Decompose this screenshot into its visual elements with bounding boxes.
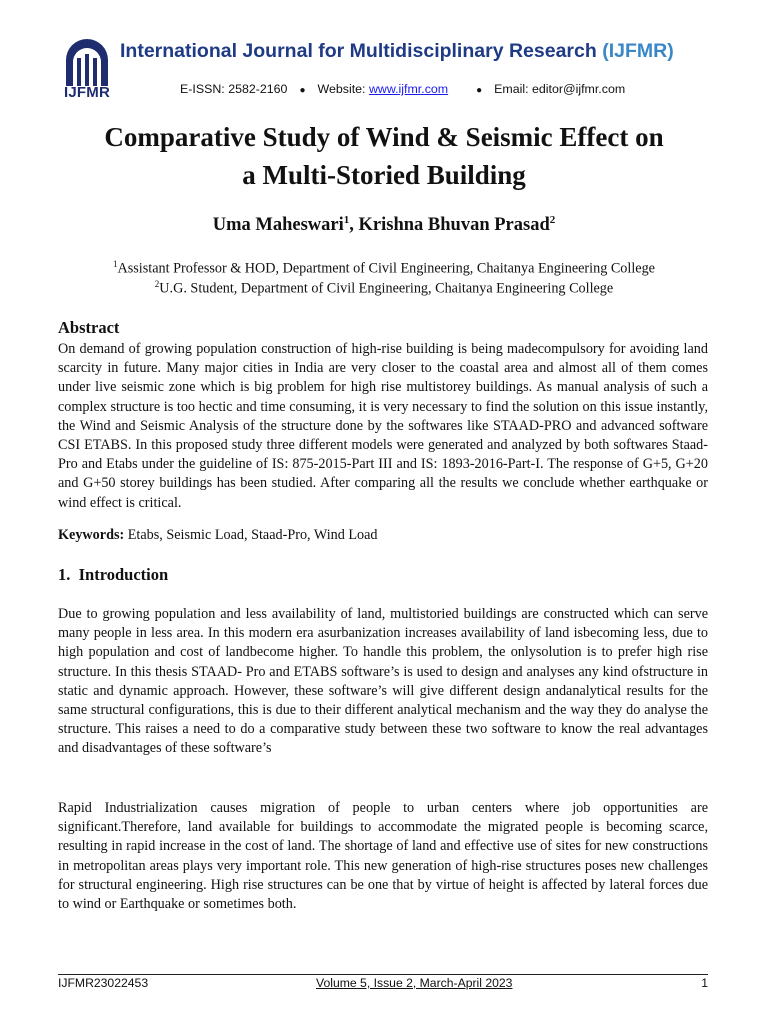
journal-meta-line (180, 82, 625, 96)
paper-title (40, 118, 728, 194)
affiliation-marker: 1 (113, 259, 118, 269)
email-text: Email: editor@ijfmr.com (494, 82, 626, 96)
logo-emblem-icon (58, 38, 116, 86)
eissn-text: E-ISSN: 2582-2160 (180, 82, 288, 96)
journal-abbreviation: (IJFMR) (602, 40, 674, 62)
abstract-text: On demand of growing population construction of high-rise building is being madecompulsory for avoiding land scarcity in future. Many major cities in India are very closer to the coastal area and almost all of them comes under live seismic zone which is big problem for high rise multistorey buildings. As manual analysis of such a complex structure is too hectic and time consuming, it is very necessary to find the solution on this issue instantly, the Wind and Seismic Analysis of the structure done by the softwares like STAAD-PRO and advanced software CSI ETABS. In this proposed study three different models were generated and analyzed by both softwares Staad-Pro and Etabs under the guideline of IS: 875-2015-Part III and IS: 1893-2016-Part-I. The response of G+5, G+20 and G+50 storey buildings has been studied. After comparing all the results we conclude whether earthquake or wind effect is critical. (58, 341, 708, 511)
journal-name: International Journal for Multidisciplinary Research (120, 40, 597, 62)
bullet-icon: ● (299, 85, 306, 96)
website-label: Website: (317, 82, 366, 96)
author-separator: , (349, 215, 359, 236)
paper-title-line-2: a Multi-Storied Building (242, 160, 526, 190)
website-link[interactable]: www.ijfmr.com (368, 82, 449, 96)
footer-volume-link[interactable]: Volume 5, Issue 2, March-April 2023 (316, 976, 513, 990)
journal-title (120, 40, 674, 63)
affiliation-text: Assistant Professor & HOD, Department of Civil Engineering, Chaitanya Engineering College (117, 260, 655, 277)
introduction-paragraph-1: Due to growing population and less availability of land, multistoried buildings are constructed which can serve many people in less area. In this modern era asurbanization increases availability of land isbecoming less, due to high population and cost of landbecome higher. To handle this problem, the onlysolution is to prefer high rise structure. In this thesis STAAD- Pro and ETABS software’s is used to design and analyses any kind ofstructure in static and dynamic approach. However, these software’s will give different design andanalytical results for the same structural configurations, this is due to their different analytical mechanism and the way they do analyse the structure. This raises a need to do a comparative study between these two software to know the real advantages and disadvantages of these software’s (58, 606, 708, 757)
affiliation-1 (40, 259, 728, 278)
journal-header (0, 0, 768, 108)
author-name: Uma Maheswari (212, 215, 344, 236)
keywords-line (58, 526, 708, 545)
keywords-label: Keywords: (58, 527, 125, 543)
affiliation-marker: 2 (154, 279, 160, 289)
abstract-heading: Abstract (58, 318, 120, 337)
introduction-heading: 1. Introduction (58, 565, 169, 584)
author-affiliation-marker: 1 (343, 214, 350, 226)
page-footer (58, 974, 708, 993)
journal-logo (58, 38, 116, 102)
introduction-paragraph-2: Rapid Industrialization causes migration of people to urban centers where job opportunities are significant.Therefore, land available for buildings to accommodate the migrated people is becoming scarce, resulting in rapid increase in the cost of land. The shortage of land and effective use of sites for new constructions in metropolitan areas plays very important role. This new generation of high-rise structures poses new challenges for structural engineering. High rise structures can be one that by virtue of height is affected by lateral forces due to wind or Earthquake or sometimes both. (58, 800, 708, 913)
bullet-icon: ● (476, 85, 483, 96)
logo-text: IJFMR (64, 84, 110, 101)
author-list (40, 214, 728, 236)
affiliation-text: U.G. Student, Department of Civil Engineering, Chaitanya Engineering College (159, 280, 614, 297)
author-affiliation-marker: 2 (549, 214, 556, 226)
keywords-text: Etabs, Seismic Load, Staad-Pro, Wind Load (124, 527, 378, 543)
paper-title-line-1: Comparative Study of Wind & Seismic Effect on (104, 122, 664, 152)
author-name: Krishna Bhuvan Prasad (358, 215, 550, 236)
footer-paper-id: IJFMR23022453 (58, 976, 149, 990)
affiliation-2 (40, 279, 728, 298)
footer-page-number: 1 (701, 976, 708, 990)
